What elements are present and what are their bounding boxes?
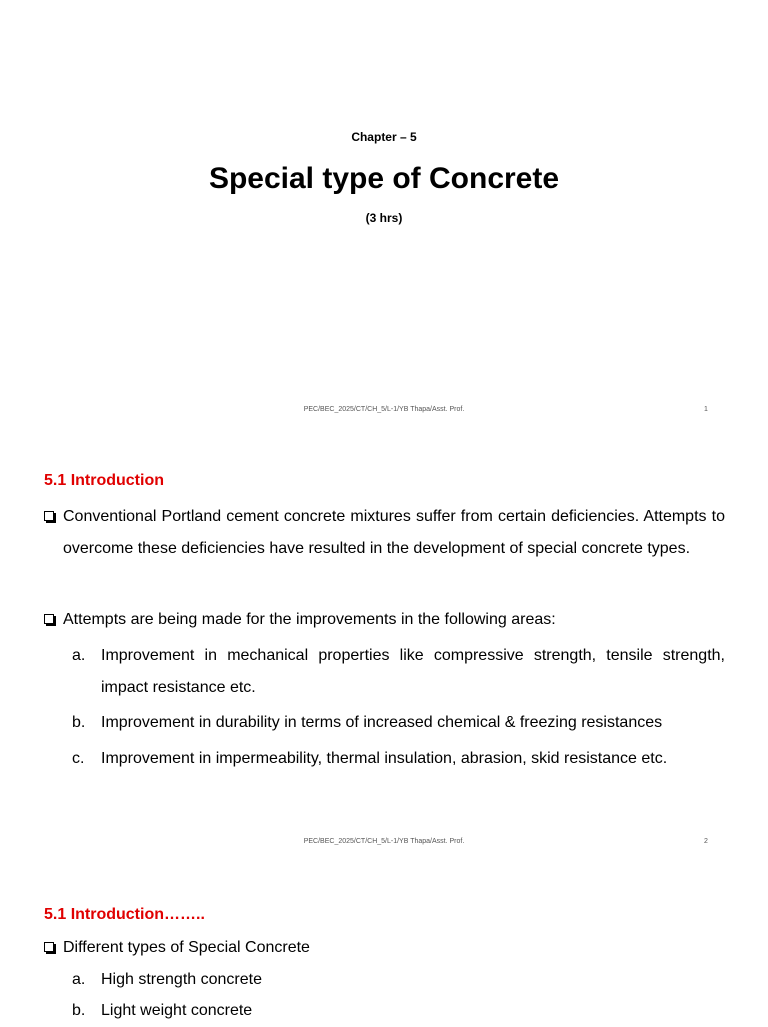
page-number: 1	[704, 406, 708, 413]
bullet-point	[44, 501, 725, 565]
checkbox-bullet-icon	[44, 614, 54, 624]
list-item-label: a.	[72, 971, 86, 988]
list-item-text: Improvement in impermeability, thermal insulation, abrasion, skid resistance etc.	[101, 750, 668, 767]
duration-label: (3 hrs)	[365, 211, 403, 225]
bullet-point	[44, 932, 725, 964]
list-item	[72, 964, 725, 996]
slide-1	[0, 0, 768, 432]
list-item	[72, 995, 725, 1027]
list-item-label: b.	[72, 714, 86, 731]
list-item-text: Improvement in durability in terms of increased chemical & freezing resistances	[101, 714, 663, 731]
bullet-text: Different types of Special Concrete	[63, 939, 310, 956]
checkbox-bullet-icon	[44, 942, 54, 952]
bullet-point	[44, 604, 725, 636]
list-item-label: a.	[72, 647, 86, 664]
footer-reference: PEC/BEC_2025/CT/CH_5/L-1/YB Thapa/Asst. Prof.	[303, 406, 465, 413]
section-heading: 5.1 Introduction……..	[44, 906, 205, 923]
list-item-label: c.	[72, 750, 85, 767]
bullet-text: Attempts are being made for the improvements in the following areas:	[63, 611, 556, 628]
checkbox-bullet-icon	[44, 511, 54, 521]
list-item-text: High strength concrete	[101, 971, 262, 988]
list-item-label: b.	[72, 1002, 86, 1019]
slide-2	[0, 432, 768, 864]
page-number: 2	[704, 838, 708, 845]
list-item	[72, 707, 725, 739]
footer-reference: PEC/BEC_2025/CT/CH_5/L-1/YB Thapa/Asst. Prof.	[303, 838, 465, 845]
list-item-text: Light weight concrete	[101, 1002, 253, 1019]
list-item	[72, 640, 725, 704]
bullet-text: Conventional Portland cement concrete mixtures suffer from certain deficiencies. Attempts to overcome these deficiencies have resulted in the development of special concrete types.	[63, 508, 725, 557]
section-heading: 5.1 Introduction	[44, 472, 164, 489]
chapter-label: Chapter – 5	[351, 130, 417, 144]
list-item-text: Improvement in mechanical properties like compressive strength, tensile strength, impact resistance etc.	[101, 647, 725, 696]
page-title: Special type of Concrete	[208, 162, 560, 195]
list-item	[72, 743, 725, 775]
slide-3	[0, 864, 768, 1024]
